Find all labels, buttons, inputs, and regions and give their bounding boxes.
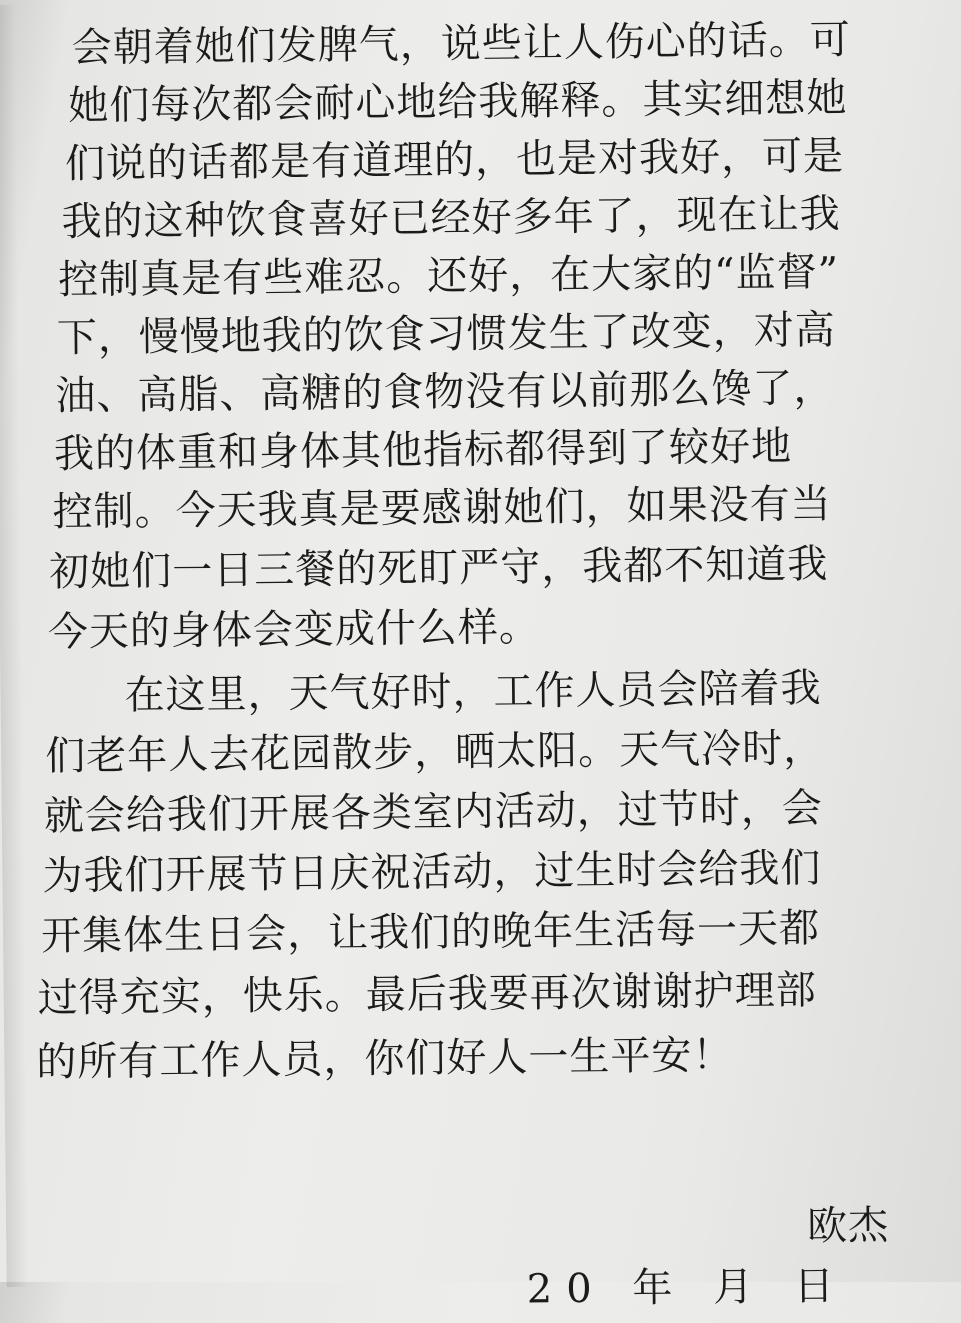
text-line: 油、高脂、高糖的食物没有以前那么馋了， [55, 365, 835, 420]
text-line: 会朝着她们发脾气，说些让人伤心的话。可 [71, 17, 851, 72]
paragraph-first-line: 在这里，天气好时，工作人员会陪着我 [124, 665, 822, 719]
text-line: 开集体生日会，让我们的晚年生活每一天都 [40, 905, 821, 960]
text-line: 初她们一日三餐的死盯严守，我都不知道我 [49, 541, 829, 596]
text-line: 们老年人去花园散步，晒太阳。天气冷时， [44, 725, 825, 780]
text-line: 控制真是有些难忍。还好，在大家的“监督” [57, 249, 840, 304]
text-line: 过得充实，快乐。最后我要再次谢谢护理部 [37, 967, 817, 1022]
text-line: 的所有工作人员，你们好人一生平安！ [36, 1032, 734, 1086]
text-line: 我的体重和身体其他指标都得到了较好地 [53, 423, 793, 478]
page-edge-shadow [0, 5, 29, 1287]
signature-name: 欧杰 [806, 1202, 890, 1250]
text-line: 们说的话都是有道理的，也是对我好，可是 [64, 133, 845, 188]
text-line: 今天的身体会变成什么样。 [47, 604, 541, 656]
text-line: 我的这种饮食喜好已经好多年了，现在让我 [61, 191, 841, 246]
date-line: 20 年 月 日 [526, 1263, 849, 1313]
text-line: 为我们开展节日庆祝活动，过生时会给我们 [42, 845, 822, 900]
text-line: 控制。今天我真是要感谢她们，如果没有当 [52, 481, 832, 536]
text-line: 下，慢慢地我的饮食习惯发生了改变，对高 [56, 307, 837, 362]
text-line: 她们每次都会耐心地给我解释。其实细想她 [68, 75, 848, 130]
text-line: 就会给我们开展各类室内活动，过节时，会 [43, 785, 824, 840]
